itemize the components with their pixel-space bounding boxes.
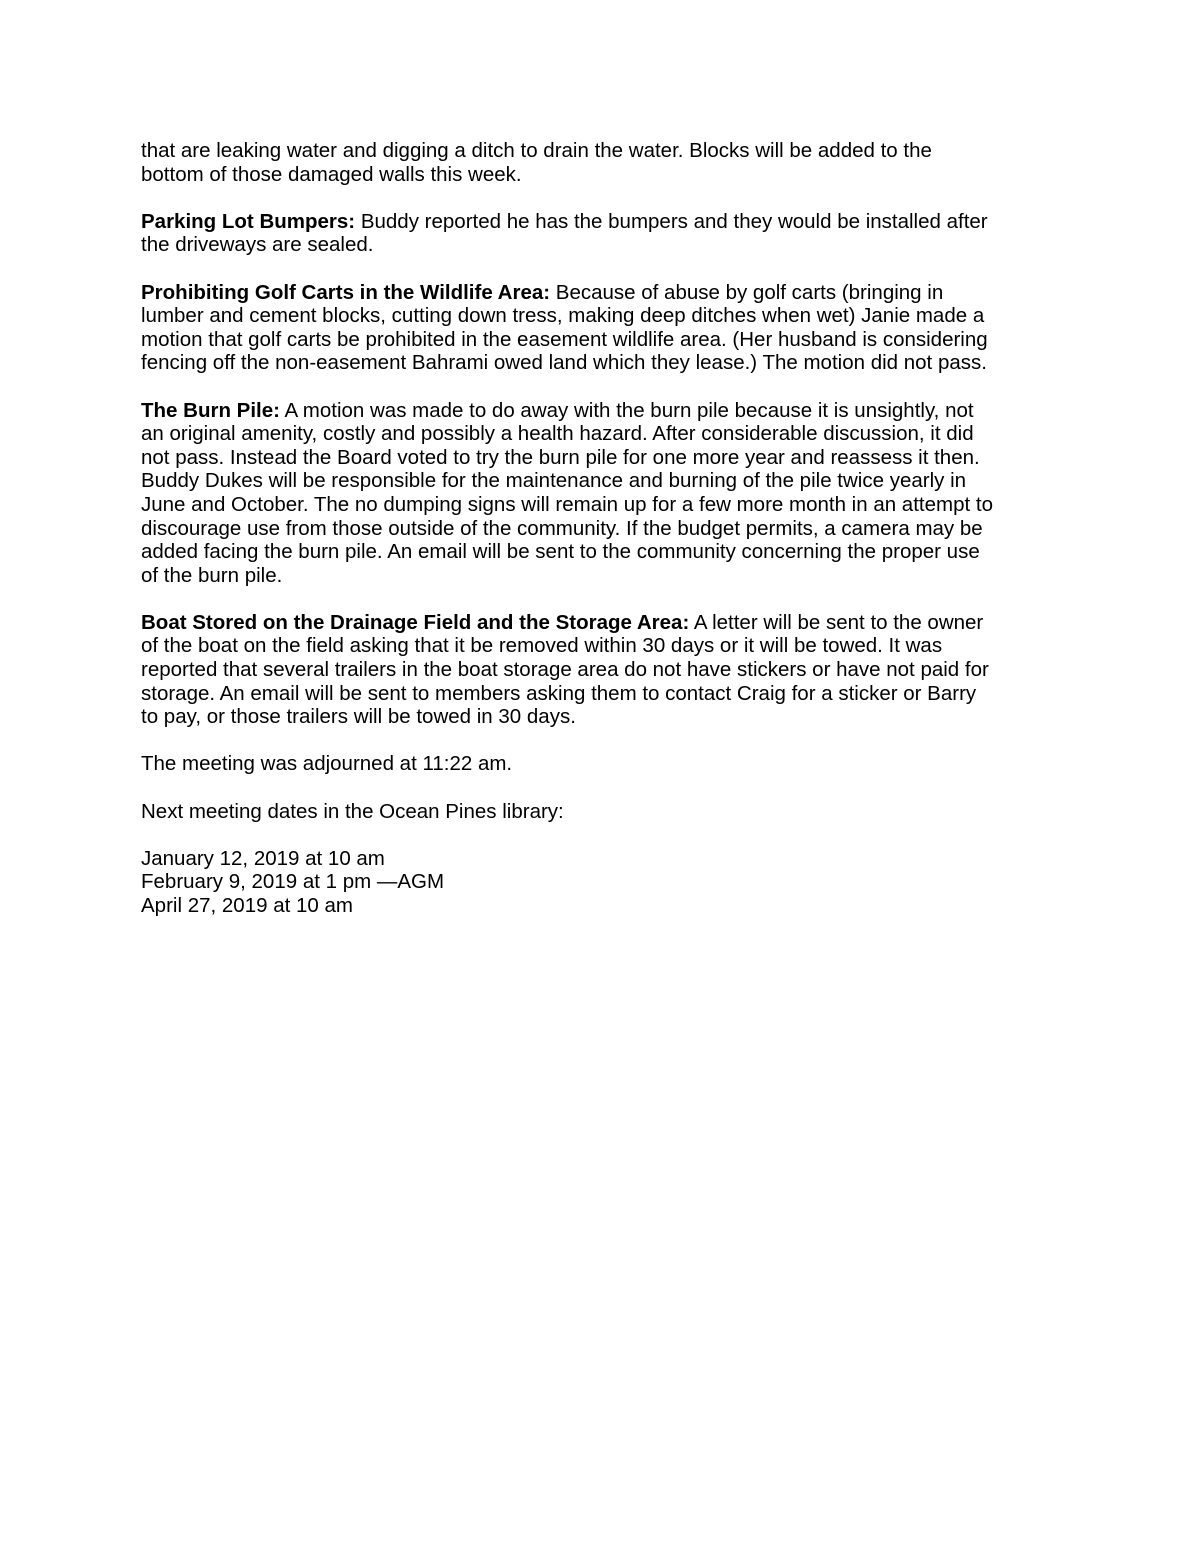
paragraph-adjourned <box>141 752 1061 776</box>
paragraph-body: Buddy reported he has the bumpers and they would be installed after the driveways are sealed. <box>141 209 988 257</box>
paragraph-parking-lot-bumpers <box>141 210 1061 257</box>
paragraph-body: The meeting was adjourned at 11:22 am. <box>141 752 513 776</box>
paragraph-golf-carts <box>141 281 1061 375</box>
paragraph-heading: Boat Stored on the Drainage Field and the Storage Area: <box>141 610 690 634</box>
document-page <box>141 139 1061 918</box>
meeting-date: February 9, 2019 at 1 pm —AGM <box>141 870 445 894</box>
paragraph-body: A letter will be sent to the owner of the boat on the field asking that it be removed within 30 days or it will be towed. It was reported that several trailers in the boat storage area do not have stickers or have not paid for storage. An email will be sent to members asking them to contact Craig for a sticker or Barry to pay, or those trailers will be towed in 30 days. <box>141 610 989 729</box>
paragraph-boat-storage <box>141 611 1061 729</box>
paragraph-body: A motion was made to do away with the burn pile because it is unsightly, not an original amenity, costly and possibly a health hazard. After considerable discussion, it did not pass. Instead the Board voted to try the burn pile for one more year and reassess it then. Buddy Dukes will be responsible for the maintenance and burning of the pile twice yearly in June and October. The no dumping signs will remain up for a few more month in an attempt to discourage use from those outside of the community. If the budget permits, a camera may be added facing the burn pile. An email will be sent to the community concerning the proper use of the burn pile. <box>141 398 993 587</box>
paragraph-heading: The Burn Pile: <box>141 398 280 422</box>
paragraph-heading: Prohibiting Golf Carts in the Wildlife Area: <box>141 280 551 304</box>
paragraph-body: Because of abuse by golf carts (bringing in lumber and cement blocks, cutting down tress, making deep ditches when wet) Janie made a motion that golf carts be prohibited in the easement wildlife area. (Her husband is considering fencing off the non-easement Bahrami owed land which they lease.) The motion did not pass. <box>141 280 988 375</box>
paragraph-next-meetings <box>141 800 1061 824</box>
paragraph-body: that are leaking water and digging a ditch to drain the water. Blocks will be added to the bottom of those damaged walls this week. <box>141 139 932 186</box>
paragraph-heading: Parking Lot Bumpers: <box>141 209 356 233</box>
paragraph-drainage-continuation <box>141 139 1061 186</box>
meeting-date: April 27, 2019 at 10 am <box>141 894 353 917</box>
paragraph-burn-pile <box>141 399 1061 588</box>
paragraph-body: Next meeting dates in the Ocean Pines library: <box>141 799 564 823</box>
meeting-dates-list <box>141 847 1061 918</box>
meeting-date: January 12, 2019 at 10 am <box>141 846 385 870</box>
